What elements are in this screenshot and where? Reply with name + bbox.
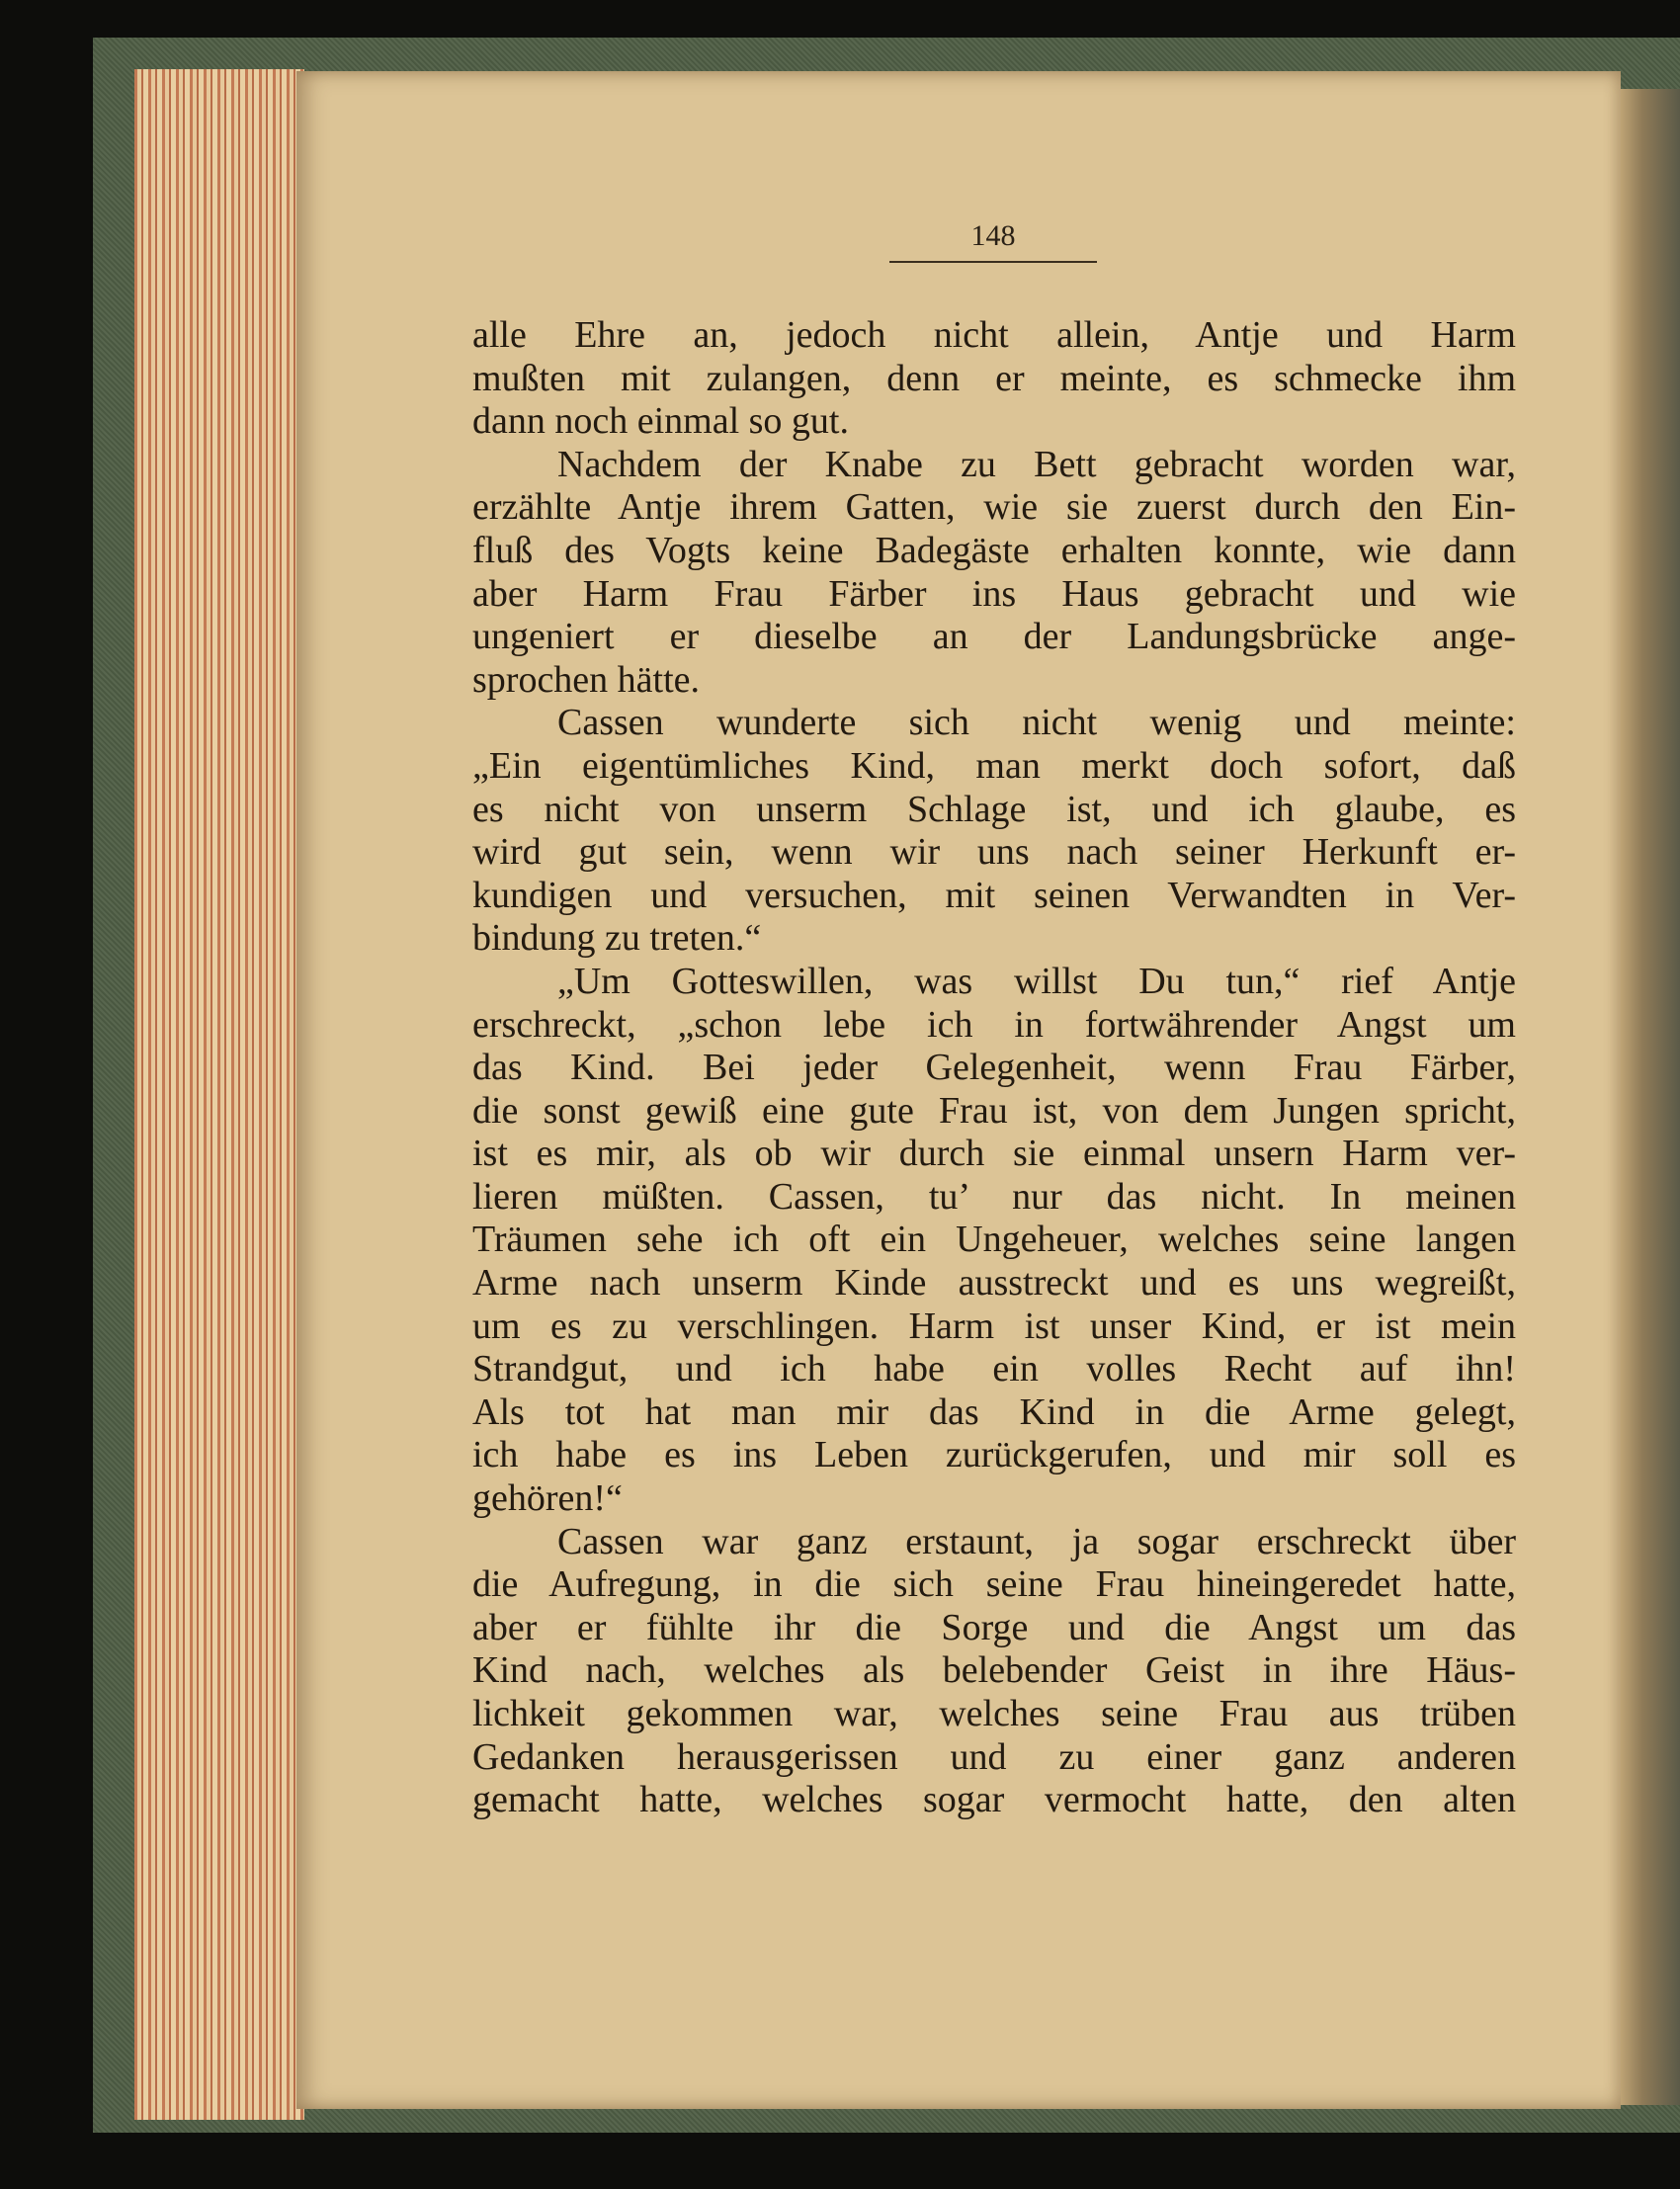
text-line: wird gut sein, wenn wir uns nach seiner Herkunft er- xyxy=(472,831,1516,874)
text-line: lieren müßten. Cassen, tu’ nur das nicht. In meinen xyxy=(472,1175,1516,1218)
text-line: fluß des Vogts keine Badegäste erhalten konnte, wie dann xyxy=(472,529,1516,571)
text-line: ist es mir, als ob wir durch sie einmal unsern Harm ver- xyxy=(472,1133,1516,1175)
text-line: bindung zu treten.“ xyxy=(472,917,762,960)
text-line: Gedanken herausgerissen und zu einer ganz anderen xyxy=(472,1735,1516,1778)
text-line: mußten mit zulangen, denn er meinte, es schmecke ihm xyxy=(472,357,1516,399)
text-line: Cassen wunderte sich nicht wenig und meinte: xyxy=(557,702,1516,744)
text-line: gemacht hatte, welches sogar vermocht hatte, den alten xyxy=(472,1779,1516,1821)
text-line: aber Harm Frau Färber ins Haus gebracht und wie xyxy=(472,572,1516,615)
text-line: dann noch einmal so gut. xyxy=(472,400,849,443)
gutter-shadow xyxy=(1617,89,1680,2105)
text-line: erzählte Antje ihrem Gatten, wie sie zuerst durch den Ein- xyxy=(472,486,1516,529)
text-line: Kind nach, welches als belebender Geist in ihre Häus- xyxy=(472,1649,1516,1692)
text-line: ich habe es ins Leben zurückgerufen, und mir soll es xyxy=(472,1434,1516,1476)
text-line: kundigen und versuchen, mit seinen Verwandten in Ver- xyxy=(472,874,1516,916)
text-line: Als tot hat man mir das Kind in die Arme gelegt, xyxy=(472,1390,1516,1433)
text-line: um es zu verschlingen. Harm ist unser Kind, er ist mein xyxy=(472,1305,1516,1347)
text-line: „Um Gotteswillen, was willst Du tun,“ rief Antje xyxy=(557,960,1516,1002)
text-line: „Ein eigentümliches Kind, man merkt doch sofort, daß xyxy=(472,744,1516,787)
text-line: Träumen sehe ich oft ein Ungeheuer, welches seine langen xyxy=(472,1219,1516,1261)
text-line: Strandgut, und ich habe ein volles Recht auf ihn! xyxy=(472,1348,1516,1390)
page-number: 148 xyxy=(970,219,1016,252)
text-line: die sonst gewiß eine gute Frau ist, von dem Jungen spricht, xyxy=(472,1089,1516,1132)
text-line: gehören!“ xyxy=(472,1477,623,1520)
text-line: lichkeit gekommen war, welches seine Frau aus trüben xyxy=(472,1693,1516,1734)
text-line: Arme nach unserm Kinde ausstreckt und es uns wegreißt, xyxy=(472,1262,1516,1305)
text-line: es nicht von unserm Schlage ist, und ich glaube, es xyxy=(472,788,1516,830)
text-line: Cassen war ganz erstaunt, ja sogar erschreckt über xyxy=(557,1520,1516,1562)
text-line: alle Ehre an, jedoch nicht allein, Antje und Harm xyxy=(472,314,1516,356)
body-text xyxy=(472,314,1516,1822)
text-line: erschreckt, „schon lebe ich in fortwährender Angst um xyxy=(472,1003,1516,1046)
text-line: sprochen hätte. xyxy=(472,658,701,701)
page-edges xyxy=(134,69,304,2120)
text-line: Nachdem der Knabe zu Bett gebracht worden war, xyxy=(557,443,1516,485)
text-line: aber er fühlte ihr die Sorge und die Angst um das xyxy=(472,1606,1516,1648)
header-rule xyxy=(889,261,1097,263)
text-line: die Aufregung, in die sich seine Frau hineingeredet hatte, xyxy=(472,1563,1516,1606)
text-line: das Kind. Bei jeder Gelegenheit, wenn Frau Färber, xyxy=(472,1047,1516,1089)
text-line: ungeniert er dieselbe an der Landungsbrücke ange- xyxy=(472,616,1516,658)
